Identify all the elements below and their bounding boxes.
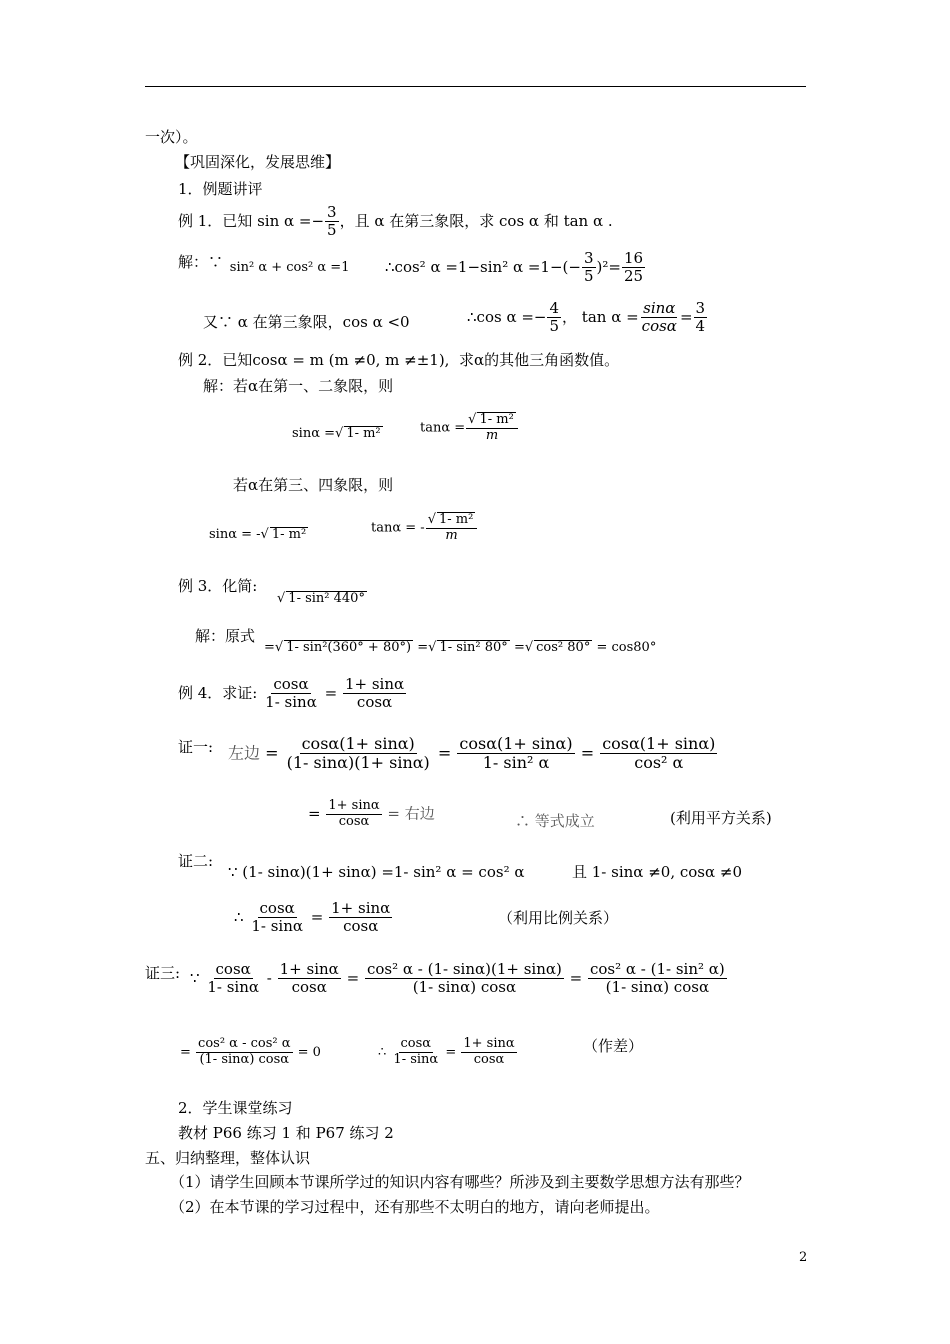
example-2: 例 2．已知cosα = m (m ≠0, m ≠±1), 求α的其他三角函数值。 — [178, 351, 620, 369]
example-2-case-1: 解：若α在第一、二象限，则 — [203, 377, 394, 395]
proof-3-line-2: = $\frac{\text{cos² α - cos² α}}{(1- \sin\alpha) \cos\alpha}$ = 0 — [180, 1036, 321, 1067]
textbook-exercise: 教材 P66 练习 1 和 P67 练习 2 — [178, 1124, 394, 1142]
solution-1-step: ∴cos² α =1−sin² α =1−(− $\frac{3}{5}$ )²= $\frac{16}{25}$ — [385, 249, 644, 286]
proof-2-line-2: ∴ $\frac{\cos\alpha}{1- \sin\alpha}$ = $\frac{1+ \sin\alpha}{\cos\alpha}$ — [234, 899, 391, 936]
page-number: 2 — [799, 1250, 808, 1265]
example-3-solution: =√ 1- sin²(360° + 80°) =√ 1- sin² 80° =√ cos² 80° = cos80° — [264, 640, 657, 655]
solution-1-line-1: 解：∵ sin² α + cos² α =1 — [178, 253, 350, 275]
sin-case-2: sinα = -√ 1- m² — [209, 527, 307, 542]
proof-3-conclusion: ∴ $\frac{\cos\alpha}{1- \sin\alpha}$ = $\frac{1+ \sin\alpha}{\cos\alpha}$ — [378, 1036, 515, 1067]
example-3-expr: √ 1- sin² 440° — [277, 591, 365, 606]
example-3: 例 3．化简: — [178, 577, 258, 595]
proof-1-note: (利用平方关系) — [670, 809, 772, 827]
proof-3-line-1: ∵ $\frac{\cos\alpha}{1- \sin\alpha}$ - $\frac{1+ \sin\alpha}{\cos\alpha}$ = $\frac{\text{cos² α - (1- sinα)(1+ sinα)}}{(1- \sin\alpha) \cos\alpha}$ = $\frac{\text{cos² α - (1- sin² α)}}{(1- \sin\alpha) \cos\alpha}$ — [190, 960, 725, 997]
item-2: 2．学生课堂练习 — [178, 1099, 293, 1117]
section-5-title: 五、归纳整理，整体认识 — [145, 1149, 311, 1167]
example-4: 例 4．求证: $\frac{\cos\alpha}{1- \sin\alpha}$ = $\frac{1+ \sin\alpha}{\cos\alpha}$ — [178, 675, 405, 712]
proof-1-line-2: = $\frac{1+ \sin\alpha}{\cos\alpha}$ = 右边 — [308, 798, 435, 829]
example-1 — [178, 204, 613, 240]
section-title: 【巩固深化，发展思维】 — [175, 153, 341, 171]
ex1-label: 例 1．已知 sin α =− — [178, 211, 325, 230]
example-2-case-2: 若α在第三、四象限，则 — [233, 476, 394, 494]
proof-1-line-1: 左边 = $\frac{\cos\alpha(1+ \sin\alpha)}{(1- \sin\alpha)(1+ \sin\alpha)}$ = $\frac{\cos\alpha(1+ \sin\alpha)}{\text{1- sin² α}}$ = $\frac{\cos\alpha(1+ \sin\alpha)}{\text{cos² α}}$ — [228, 734, 716, 773]
solution-1-line-2b: ∴cos α =− $\frac{4}{5}$ ， tan α = $\frac{\sin\alpha}{\cos\alpha}$ = $\frac{3}{4}$ — [467, 299, 706, 336]
item-1: 1．例题讲评 — [178, 180, 263, 198]
proof-2-note: （利用比例关系） — [498, 909, 619, 927]
example-3-solution-label: 解：原式 — [195, 627, 256, 645]
question-1: （1）请学生回顾本节课所学过的知识内容有哪些？所涉及到主要数学思想方法有那些？ — [170, 1173, 750, 1191]
continued-text: 一次）。 — [145, 128, 198, 146]
proof-1-label: 证一: — [178, 738, 214, 756]
sin-case-1: sinα =√ 1- m² — [292, 426, 381, 441]
tan-case-2: tanα = - $\frac{\text{√ 1- m²}}{m}$ — [371, 512, 478, 544]
proof-3-label: 证三: — [145, 964, 181, 982]
proof-2-line-1: ∵ (1- sinα)(1+ sinα) =1- sin² α = cos² α — [228, 863, 525, 881]
solution-1-line-2a: 又∵ α 在第三象限，cos α <0 — [203, 313, 410, 331]
tan-case-1: tanα = $\frac{\text{√ 1- m²}}{m}$ — [420, 412, 519, 444]
proof-2-label: 证二: — [178, 852, 214, 870]
ex1-text: ，且 α 在第三象限，求 cos α 和 tan α . — [339, 211, 613, 230]
proof-3-note: （作差） — [583, 1037, 644, 1055]
question-2: （2）在本节课的学习过程中，还有那些不太明白的地方，请向老师提出。 — [170, 1198, 660, 1216]
ex1-fraction: $\frac{3}{5}$ — [327, 203, 337, 240]
proof-1-conclusion: ∴ 等式成立 — [515, 812, 595, 830]
proof-2-line-1b: 且 1- sinα ≠0, cosα ≠0 — [572, 863, 742, 881]
header-rule — [145, 86, 806, 87]
identity: sin² α + cos² α =1 — [229, 260, 350, 275]
